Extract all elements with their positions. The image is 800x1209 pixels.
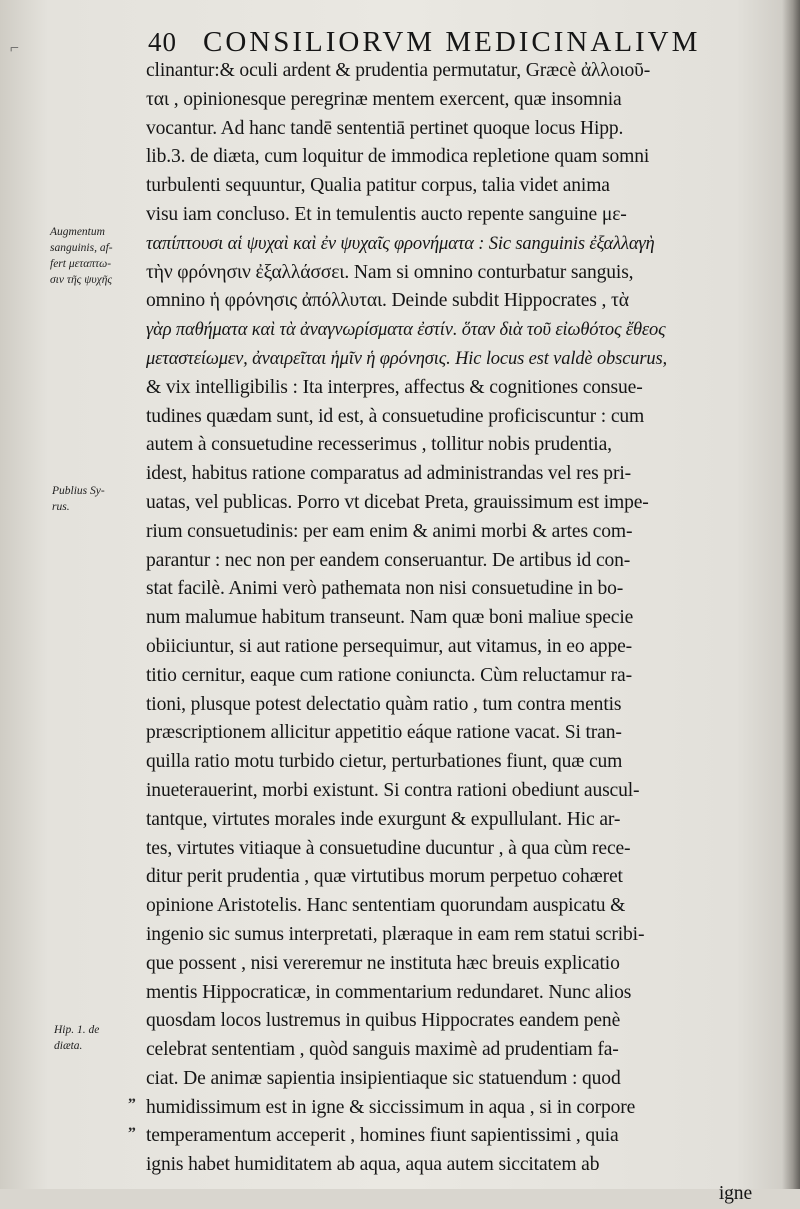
text-line: ciat. De animæ sapientia insipientiaque sic statuendum : quod — [146, 1067, 621, 1089]
body-text — [146, 57, 762, 1209]
catchword-line: igne — [718, 1183, 752, 1205]
text-line: mentis Hippocraticæ, in commentarium redundaret. Nunc alios — [146, 981, 632, 1003]
text-line: temperamentum acceperit , homines fiunt sapientissimi , quia — [146, 1125, 619, 1147]
margin-note-line: sanguinis, af- — [50, 242, 113, 254]
text-line: ditur perit prudentia , quæ virtutibus morum perpetuo cohæret — [146, 866, 623, 888]
margin-note-augmentum — [50, 224, 140, 288]
text-line: celebrat sententiam , quòd sanguis maximè ad prudentiam fa- — [146, 1039, 619, 1061]
text-line: quosdam locos lustremus in quibus Hippocrates eandem penè — [146, 1010, 621, 1032]
running-title: CONSILIORVM MEDICINALIVM — [203, 26, 701, 58]
margin-note-line: rus. — [52, 501, 70, 513]
text-line: ingenio sic sumus interpretati, plæraque in eam rem statui scribi- — [146, 923, 645, 945]
text-line: clinantur:& oculi ardent & prudentia permutatur, Græcè ἀλλοιοῦ- — [146, 60, 651, 81]
text-line: turbulenti sequuntur, Qualia patitur corpus, talia videt anima — [146, 175, 610, 197]
text-line: autem à consuetudine recesserimus , tollitur nobis prudentia, — [146, 434, 612, 456]
margin-note-line: σιν τῆς ψυχῆς — [50, 274, 113, 286]
text-line: quilla ratio motu turbido cietur, perturbationes fiunt, quæ cum — [146, 751, 623, 773]
quote-mark: „ — [128, 1088, 136, 1105]
text-line: tantque, virtutes morales inde exurgunt & expullulant. Hic ar- — [146, 808, 621, 830]
text-line: tes, virtutes vitiaque à consuetudine ducuntur , à qua cùm rece- — [146, 837, 631, 859]
text-line: idest, habitus ratione comparatus ad administrandas vel res pri- — [146, 463, 631, 485]
text-line: tudines quædam sunt, id est, à consuetudine proficiscuntur : cum — [146, 405, 645, 427]
text-line: ται , opinionesque peregrinæ mentem exercent, quæ insomnia — [146, 88, 622, 110]
text-line: inueterauerint, morbi existunt. Si contra rationi obediunt auscul- — [146, 779, 640, 801]
text-line: τὴν φρόνησιν ἐξαλλάσσει. Nam si omnino conturbatur sanguis, — [146, 261, 634, 283]
text-line: lib.3. de diæta, cum loquitur de immodica repletione quam somni — [146, 146, 650, 168]
text-line: obiiciuntur, si aut ratione persequimur, aut vitamus, in eo appe- — [146, 635, 633, 657]
margin-note-line: Publius Sy- — [52, 485, 105, 497]
text-line: & vix intelligibilis : Ita interpres, affectus & cognitiones consue- — [146, 376, 643, 398]
page-number: 40 — [148, 27, 177, 57]
text-line: humidissimum est in igne & siccissimum in aqua , si in corpore — [146, 1096, 636, 1118]
text-line: præscriptionem allicitur appetitio eáque ratione vacat. Si tran- — [146, 722, 622, 744]
margin-note-line: Augmentum — [50, 226, 105, 238]
text-line: tioni, plusque potest delectatio quàm ratio , tum contra mentis — [146, 693, 622, 715]
text-line: visu iam concluso. Et in temulentis aucto repente sanguine με- — [146, 203, 627, 225]
margin-note-line: diæta. — [54, 1040, 83, 1052]
text-line: que possent , nisi vereremur ne instituta hæc breuis explicatio — [146, 952, 620, 974]
margin-note-publius — [52, 483, 142, 515]
margin-note-line: Hip. 1. de — [54, 1024, 100, 1036]
text-line: uatas, vel publicas. Porro vt dicebat Preta, grauissimum est impe- — [146, 491, 649, 513]
text-line: opinione Aristotelis. Hanc sententiam quorundam auspicatu & — [146, 895, 626, 917]
quote-mark: „ — [128, 1117, 136, 1134]
text-line: rium consuetudinis: per eam enim & animi morbi & artes com- — [146, 520, 633, 542]
text-line: vocantur. Ad hanc tandē sententiā pertinet quoque locus Hipp. — [146, 117, 624, 139]
text-line: stat facilè. Animi verò pathemata non nisi consuetudine in bo- — [146, 578, 624, 600]
text-line: ignis habet humiditatem ab aqua, aqua autem siccitatem ab — [146, 1154, 600, 1176]
margin-note-line: fert μεταπτω- — [50, 258, 112, 270]
text-line: num malumue habitum transeunt. Nam quæ boni maliue specie — [146, 607, 634, 629]
margin-note-hip — [54, 1022, 144, 1054]
text-line: γὰρ παθήματα καὶ τὰ ἀναγνωρίσματα ἐστίν. ὅταν διὰ τοῦ εἰωθότος ἔθεος — [146, 320, 666, 341]
text-line: parantur : nec non per eandem conseruantur. De artibus id con- — [146, 549, 631, 571]
text-line: titio cernitur, eaque cum ratione coniuncta. Cùm reluctamur ra- — [146, 664, 632, 686]
text-line: μεταστείωμεν, ἀναιρεῖται ἡμῖν ἡ φρόνησις. Hic locus est valdè obscurus, — [146, 348, 668, 369]
corner-mark: ⌐ — [10, 40, 20, 57]
page-gutter-shadow — [782, 0, 800, 1189]
text-line: ταπίπτουσι αἱ ψυχαὶ καὶ ἐν ψυχαῖς φρονήματα : Sic sanguinis ἐξαλλαγὴ — [146, 233, 655, 254]
text-line: omnino ἡ φρόνησις ἀπόλλυται. Deinde subdit Hippocrates , τὰ — [146, 290, 629, 312]
